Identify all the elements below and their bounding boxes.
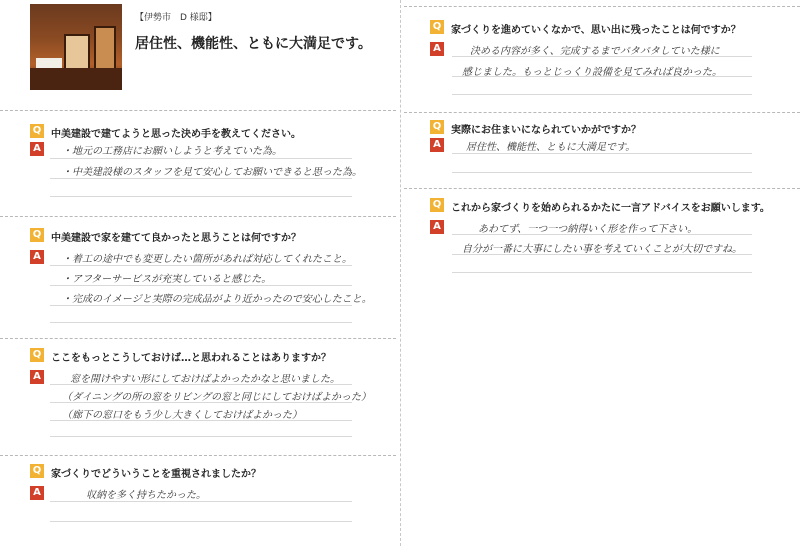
answer-rule [50,384,352,385]
answer-rule [50,322,352,323]
answer-line: ・地元の工務店にお願いしようと考えていた為。 [62,146,282,157]
answer-rule [452,153,752,154]
answer-line: 感じました。もっとじっくり設備を見てみれば良かった。 [462,67,722,78]
question-badge: Q [30,348,44,362]
answer-rule [452,272,752,273]
answer-line: 決める内容が多く、完成するまでバタバタしていた様に [470,46,720,57]
answer-badge: A [430,220,444,234]
answer-line: ・完成のイメージと実際の完成品がより近かったので安心したこと。 [62,294,372,305]
answer-rule [50,305,352,306]
question-badge: Q [430,20,444,34]
answer-badge: A [430,138,444,152]
section-separator [404,188,800,189]
answer-rule [50,265,352,266]
answer-line: 居住性、機能性、ともに大満足です。 [466,142,636,153]
section-separator [0,338,396,339]
answer-rule [50,436,352,437]
answer-badge: A [30,250,44,264]
answer-line: ・アフターサービスが充実していると感じた。 [62,274,272,285]
sofa-shape [36,58,62,68]
answer-rule [50,420,352,421]
question-badge: Q [430,120,444,134]
answer-rule [452,254,752,255]
answer-rule [50,501,352,502]
page-headline: 居住性、機能性、ともに大満足です。 [135,36,372,52]
door-shape [94,26,116,70]
answer-badge: A [30,486,44,500]
house-tag: 【伊勢市 D 様邸】 [135,13,217,23]
answer-line: （ダイニングの所の窓をリビングの窓と同じにしておけばよかった） [62,392,371,403]
column-divider [400,0,401,546]
question-badge: Q [30,124,44,138]
section-separator [404,6,800,7]
window-shape [64,34,90,72]
answer-line: （廊下の窓口をもう少し大きくしておけばよかった） [62,410,302,421]
question-text: 中美建設で建てようと思った決め手を教えてください。 [51,129,301,140]
section-separator [0,216,396,217]
answer-rule [452,172,752,173]
question-badge: Q [30,464,44,478]
answer-line: ・中美建設様のスタッフを見て安心してお願いできると思った為。 [62,167,362,178]
answer-rule [452,56,752,57]
answer-line: あわてず、一つ一つ納得いく形を作って下さい。 [478,224,698,235]
question-text: 中美建設で家を建てて良かったと思うことは何ですか？ [51,233,301,244]
question-text: 実際にお住まいになられていかがですか？ [451,125,641,136]
answer-rule [50,158,352,159]
answer-rule [50,196,352,197]
answer-rule [50,402,352,403]
section-separator [0,110,396,111]
question-badge: Q [30,228,44,242]
interior-photo [30,4,122,90]
answer-line: 自分が一番に大事にしたい事を考えていくことが大切ですね。 [462,244,742,255]
answer-badge: A [430,42,444,56]
answer-line: 窓を開けやすい形にしておけばよかったかなと思いました。 [70,374,340,385]
answer-badge: A [30,370,44,384]
question-text: 家づくりでどういうことを重視されましたか？ [51,469,261,480]
answer-rule [452,76,752,77]
question-badge: Q [430,198,444,212]
answer-rule [50,285,352,286]
section-separator [0,455,396,456]
answer-rule [50,178,352,179]
answer-rule [50,521,352,522]
section-separator [404,112,800,113]
answer-line: 収納を多く持ちたかった。 [86,490,206,501]
answer-line: ・着工の途中でも変更したい箇所があれば対応してくれたこと。 [62,254,352,265]
question-text: 家づくりを進めていくなかで、思い出に残ったことは何ですか？ [451,25,741,36]
question-text: これから家づくりを始められるかたに一言アドバイスをお願いします。 [451,203,770,214]
answer-rule [452,94,752,95]
floor-shape [30,68,122,90]
answer-rule [452,234,752,235]
question-text: ここをもっとこうしておけば…と思われることはありますか？ [51,353,331,364]
answer-badge: A [30,142,44,156]
